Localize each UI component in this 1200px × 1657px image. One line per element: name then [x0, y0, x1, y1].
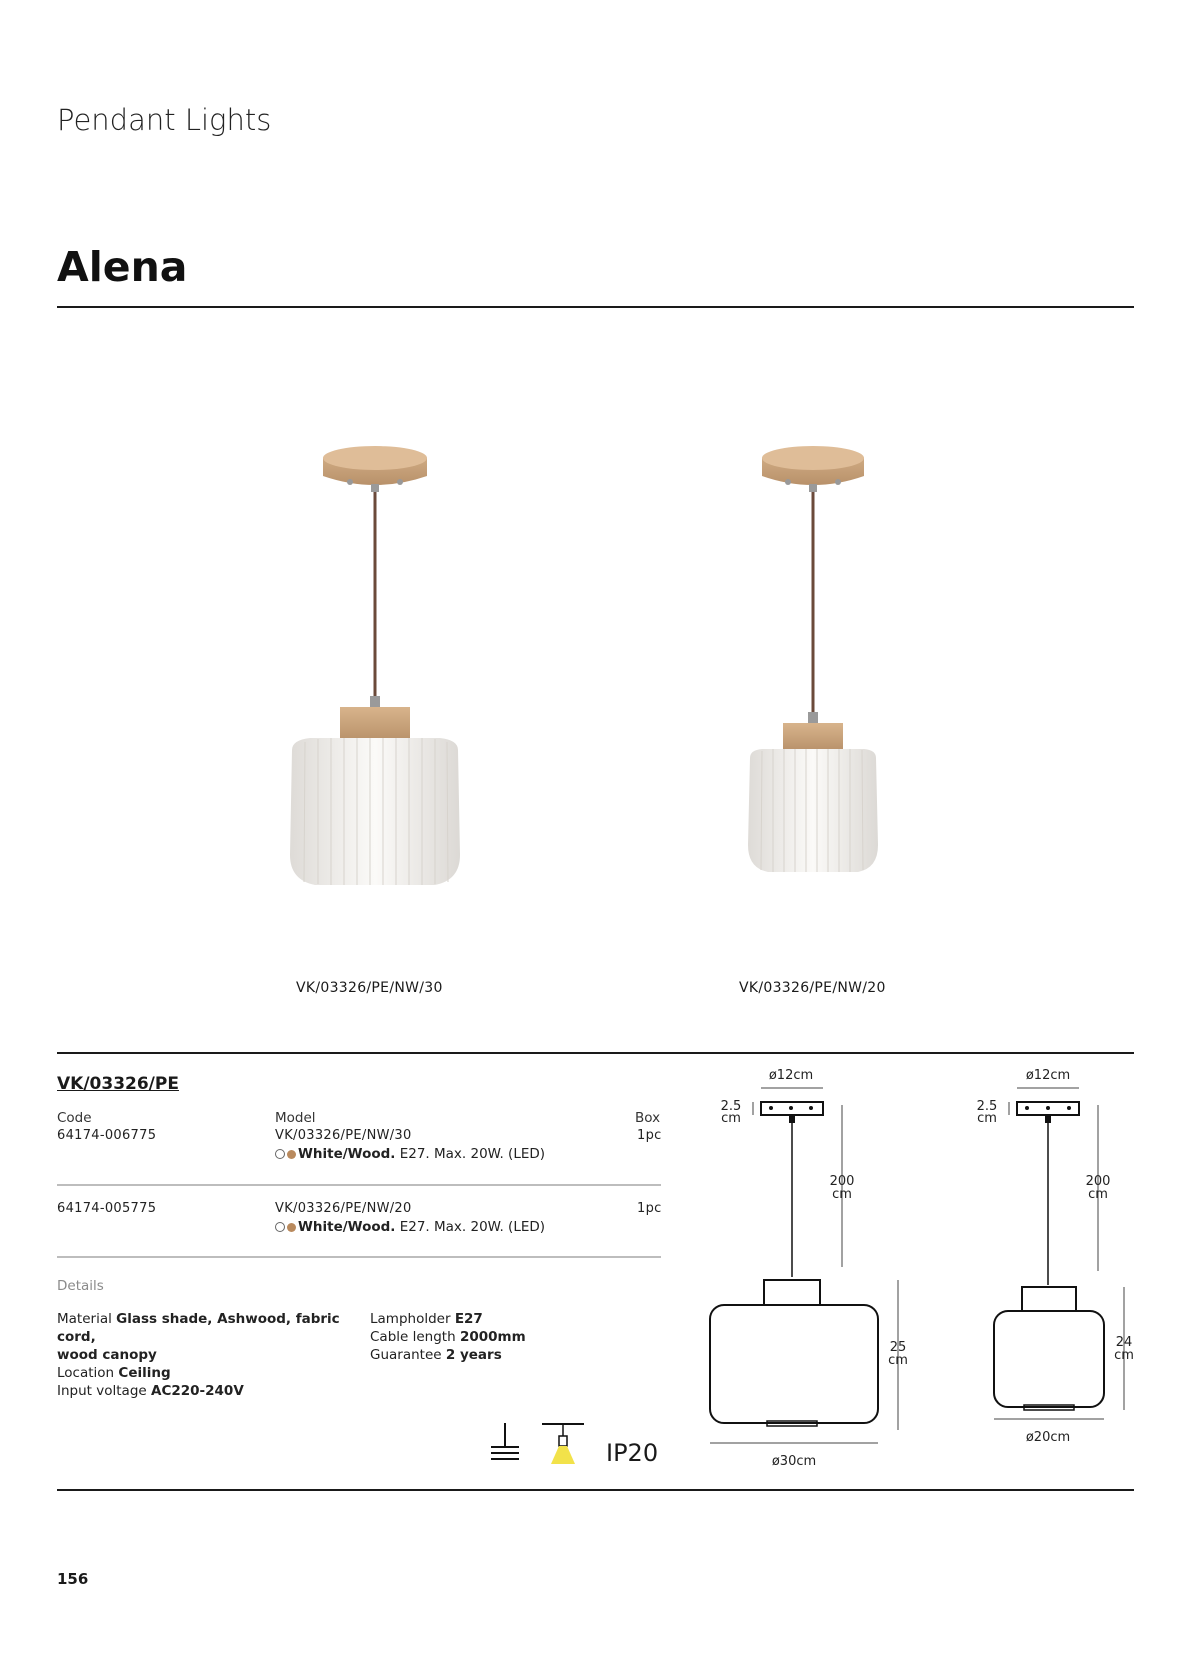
canopy-height-unit: cm	[721, 1111, 741, 1126]
spec-bottom-rule	[57, 1489, 1134, 1491]
wood-swatch-icon	[287, 1150, 296, 1159]
title-rule	[57, 306, 1134, 308]
detail-material: Material Glass shade, Ashwood, fabric cord,	[57, 1311, 340, 1345]
row-divider	[57, 1184, 661, 1186]
detail-material-cont: wood canopy	[57, 1347, 157, 1363]
finish-spec: E27. Max. 20W. (LED)	[399, 1219, 546, 1235]
model-value: VK/03326/PE/NW/30	[275, 1128, 412, 1143]
canopy-height: 2.5	[976, 1099, 998, 1114]
shade-height: 25	[889, 1340, 907, 1355]
row-divider	[57, 1256, 661, 1258]
model-value: VK/03326/PE/NW/20	[275, 1201, 412, 1216]
pendant-light-icon	[540, 1422, 586, 1468]
box-value: 1pc	[637, 1128, 662, 1143]
white-swatch-icon	[275, 1149, 285, 1159]
shade-diameter: ø20cm	[1025, 1430, 1071, 1445]
code-value: 64174-006775	[57, 1128, 157, 1143]
cable-length-unit: cm	[1088, 1187, 1108, 1202]
box-value: 1pc	[637, 1201, 662, 1216]
code-value: 64174-005775	[57, 1201, 157, 1216]
product-caption: VK/03326/PE/NW/30	[296, 980, 443, 996]
detail-lampholder: Lampholder E27	[370, 1311, 483, 1327]
dimension-diagram-large	[705, 1065, 925, 1470]
canopy-diameter: ø12cm	[1025, 1068, 1071, 1083]
shade-height-unit: cm	[1114, 1348, 1134, 1363]
shade-diameter: ø30cm	[771, 1454, 817, 1469]
ip-rating: IP20	[606, 1439, 659, 1467]
details-label: Details	[57, 1278, 104, 1294]
earth-ground-icon	[488, 1423, 524, 1467]
shade-height: 24	[1115, 1335, 1133, 1350]
finish-line	[275, 1146, 545, 1162]
page-number: 156	[57, 1570, 89, 1588]
finish-name: White/Wood.	[298, 1146, 396, 1162]
detail-voltage: Input voltage AC220-240V	[57, 1383, 244, 1399]
details-right	[370, 1310, 630, 1364]
shade-height-unit: cm	[888, 1353, 908, 1368]
product-image-small	[710, 440, 910, 880]
detail-location: Location Ceiling	[57, 1365, 171, 1381]
finish-line	[275, 1219, 545, 1235]
model-header: Model	[275, 1110, 316, 1126]
finish-spec: E27. Max. 20W. (LED)	[399, 1146, 546, 1162]
product-caption: VK/03326/PE/NW/20	[739, 980, 886, 996]
cable-length: 200	[829, 1174, 855, 1189]
category-heading: Pendant Lights	[57, 103, 272, 137]
product-title: Alena	[57, 243, 188, 291]
detail-guarantee: Guarantee 2 years	[370, 1347, 502, 1363]
product-image-large	[270, 440, 480, 900]
cable-length: 200	[1085, 1174, 1111, 1189]
wood-swatch-icon	[287, 1223, 296, 1232]
details-left	[57, 1310, 357, 1400]
canopy-height-unit: cm	[977, 1111, 997, 1126]
detail-cable: Cable length 2000mm	[370, 1329, 526, 1345]
cable-length-unit: cm	[832, 1187, 852, 1202]
series-code: VK/03326/PE	[57, 1074, 179, 1094]
white-swatch-icon	[275, 1222, 285, 1232]
canopy-diameter: ø12cm	[768, 1068, 814, 1083]
spec-top-rule	[57, 1052, 1134, 1054]
box-header: Box	[635, 1110, 661, 1126]
finish-name: White/Wood.	[298, 1219, 396, 1235]
code-header: Code	[57, 1110, 92, 1126]
canopy-height: 2.5	[720, 1099, 742, 1114]
dimension-diagram-small	[960, 1065, 1140, 1455]
